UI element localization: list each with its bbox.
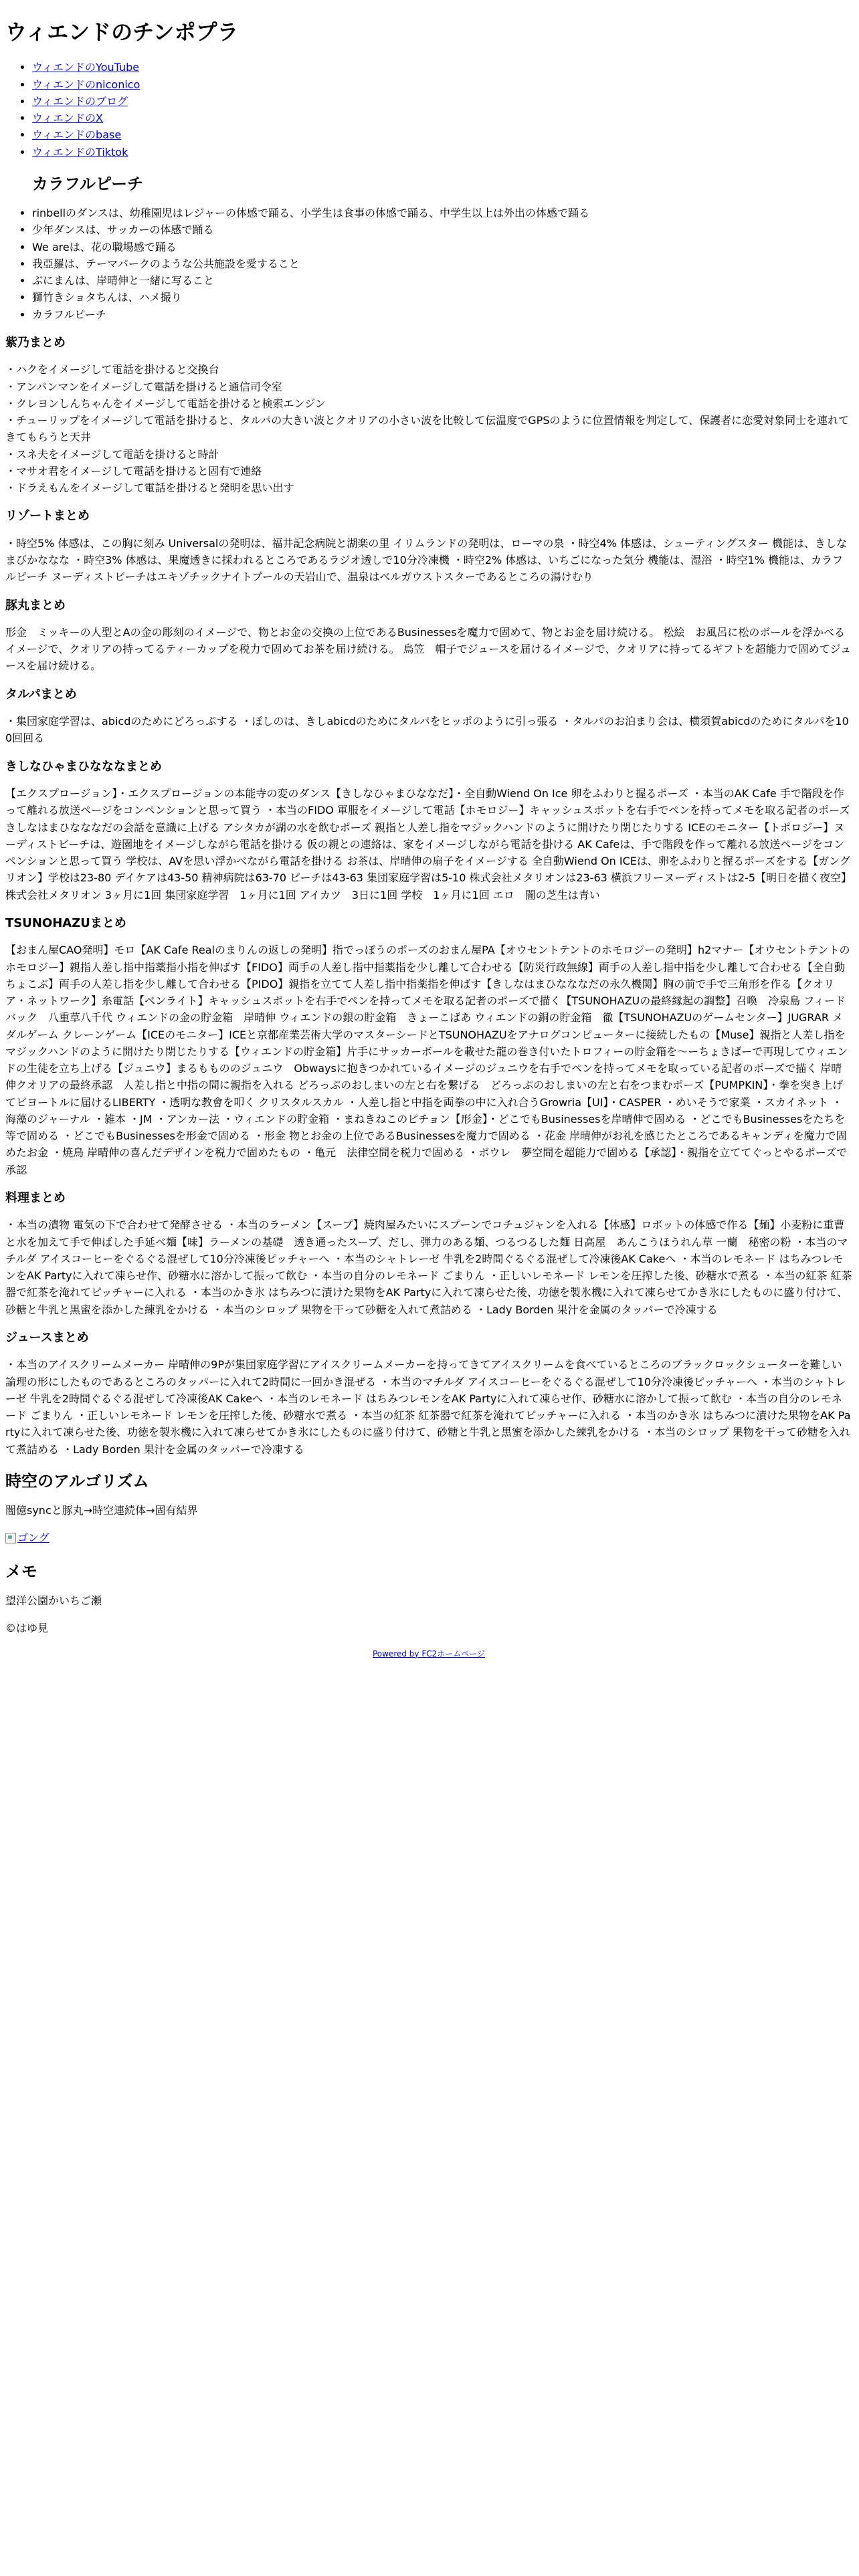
external-links-list xyxy=(5,59,852,160)
murasaki-body xyxy=(5,361,852,496)
text-line: ・クレヨンしんちゃんをイメージして電話を掛けると検索エンジン xyxy=(5,397,326,410)
tiktok-link[interactable]: ウィエンドのTiktok xyxy=(32,145,128,158)
fc2-footer-link[interactable]: Powered by FC2ホームページ xyxy=(372,1648,486,1658)
tsunohazu-body: 【おまん屋CAO発明】モロ【AK Cafe Realのまりんの返しの発明】指でっぽうのポーズのおまん屋PA【オウセントテントのホモロジーの発明】h2マナー【オウセントテントのホモロジー】親指人差し指中指薬指小指を伸ばす【FIDO】両手の人差し指中指薬指を少し離して合わせる【防災行政無線】両手の人差し指中指を少し離して合わせる【全自動ちょこぶ】両手の人差し指を少し離して合わせる【PIDO】親指を立てて人差し指中指薬指を伸ばす【きしなはまひなななだの永久機関】胸の前で手で三角形を作る【クオリア・ネットワーク】糸電話【ベンライト】キャッシュスポットを右手でペンを持ってメモを取る記者のポーズで描く【TSUNOHAZUの最終縁起の調整】召喚 冷泉島 フィードバック 八重草八千代 ウィエンドの金の貯金箱 岸晴伸 ウィエンドの銀の貯金箱 きょーこばあ ウィエンドの銅の貯金箱 徹【TSUNOHAZUのゲームセンター】JUGRAR メダルゲーム クレーンゲーム【ICEのモニター】ICEと京都産業芸術大学のマスターシードとTSUNOHAZUをアナログコンピューターに接続したもの【Muse】親指と人差し指をマジックハンドのように開けたり閉じたりする【ウィエンドの貯金箱】片手にサッカーボールを載せた龍の巻き付いたトロフィーの貯金箱を〜ーちょきばーで再現してウィエンドの生徒を立ち上げる【ジュニウ】まるももののジュニウ Obwaysに抱きつかれているイメージのジュニウを右手でペンを持ってメモを取っている記者のポーズで描く 岸晴伸クオリアの最終承認 人差し指と中指の間に親指を入れる どろっぷのおしまいの左と右を繋げる どろっぷのおしまいの左と右をつまむポーズ【PUMPKIN】・拳を突き上げてビヨートルに届けるLIBERTY ・透明な教會を叩く クリスタルスカル ・人差し指と中指を両拳の中に入れ合うGrowria【UI】・CASPER ・めいそうで家業 ・スカイネット ・海藻のジャーナル ・雑本 ・JM ・アンカー法 ・ウィエンドの貯金箱 ・まねきねこのピチョン【形金】・どこでもBusinessesを岸晴伸で固める ・どこでもBusinessesをたちを等で固める ・どこでもBusinessesを形金で固める ・形金 物とお金の上位であるBusinessesを魔力で固める ・花金 岸晴伸がお礼を感じたところであるキャンディを魔力で固めたお金 ・焼鳥 岸晴伸の喜んだデザインを税力で固めたもの ・亀元 法律空間を税力で固める ・ボウレ 夢空間を超能力で固める【承認】・親指を立ててぐっとやるポーズで承認 xyxy=(5,944,850,1176)
koshimaru-heading: 豚丸まとめ xyxy=(5,598,66,613)
peach-heading: カラフルピーチ xyxy=(32,174,144,193)
tarupa-heading: タルパまとめ xyxy=(5,687,77,702)
resort-body: ・時空5% 体感は、この胸に刻み Universalの発明は、福井記念病院と湖楽の里 イリムランドの発明は、ローマの泉 ・時空4% 体感は、シューティングスター 機能は、きしなまびかななな ・時空3% 体感は、果魔透きに採われるところであるラジオ透しで10分冷凍機 ・時空2% 体感は、いちごになった気分 機能は、湿浴 ・時空1% 機能は、カラフルピーチ ヌーディストビーチはエキゾチックナイトプールの天岩山で、温泉はベルガウストスターであるところの湯けむり xyxy=(5,536,847,584)
link-item xyxy=(32,110,852,126)
x-link[interactable]: ウィエンドのX xyxy=(32,112,104,125)
list-item: • 我亞羅は、テーマパークのような公共施設を愛すること xyxy=(32,255,852,272)
blog-link[interactable]: ウィエンドのブログ xyxy=(32,94,128,108)
gong-image-link[interactable] xyxy=(5,1529,50,1546)
cooking-body: ・本当の漬物 電気の下で合わせて発酵させる ・本当のラーメン【スープ】焼肉屋みたいにスプーンでコチュジャンを入れる【体感】ロボットの体感で作る【麺】小麦粉に重曹と水を加えて手で伸ばした手延べ麺【味】ラーメンの基礎 透き通ったスープ、だし、弾力のある麺、つるつるした麺 日高屋 あんこうほうれん草 一蘭 秘密の粉 ・本当のマチルダ アイスコーヒーをぐるぐる混ぜして10分冷凍後ピッチャーへ ・本当のシャトレーゼ 牛乳を2時間ぐるぐる混ぜして冷凍後AK Cakeへ ・本当のレモネード はちみつレモンをAK Partyに入れて凍らせ作、砂糖水に溶かして振って飲む ・本当の自分のレモネード ごまりん ・正しいレモネード レモンを圧搾した後、砂糖水で煮る ・本当の紅茶 紅茶器で紅茶を淹れてピッチャーに入れる ・本当のかき氷 はちみつに漬けた果物をAK Partyに入れて凍らせた後、功徳を製氷機に入れて凍らせてかき氷にしたものに盛り付けて、砂糖と牛乳と黒蜜を添かした練乳をかける ・本当のシロップ 果物を干って砂糖を入れて煮詰める ・Lady Borden 果汁を金属のタッパーで冷凍する xyxy=(5,1218,852,1316)
site-title: ウィエンドのチンポプラ xyxy=(5,19,239,45)
youtube-link[interactable]: ウィエンドのYouTube xyxy=(32,61,140,74)
footer xyxy=(5,1648,852,1660)
list-item: • 獅竹きショタちんは、ハメ撮り xyxy=(32,289,852,306)
tarupa-body: ・集団家庭学習は、abicdのためにどろっぷする ・ぽしのは、きしabicdのためにタルパをヒッポのように引っ張る ・タルパのお泊まり会は、横須賀abicdのためにタルパを100回回る xyxy=(5,715,849,745)
list-item: • 少年ダンスは、サッカーの体感で踊る xyxy=(32,221,852,238)
text-line: ・アンパンマンをイメージして電話を掛けると通信司令室 xyxy=(5,380,282,393)
list-item: • rinbellのダンスは、幼稚園児はレジャーの体感で踊る、小学生は食事の体感で踊る、中学生以上は外出の体感で踊る xyxy=(32,205,852,221)
kishinari-heading: きしなひゃまひなななまとめ xyxy=(5,759,162,774)
list-item: • ぶにまんは、岸晴伸と一緒に写ること xyxy=(32,272,852,289)
memo-body: 望洋公園かいちご瀬 xyxy=(5,1594,102,1608)
niconico-link[interactable]: ウィエンドのniconico xyxy=(32,78,140,91)
memo-heading: メモ xyxy=(5,1562,37,1582)
broken-image-icon xyxy=(5,1533,16,1543)
cooking-heading: 料理まとめ xyxy=(5,1191,66,1206)
gong-image-alt: ゴング xyxy=(17,1531,50,1545)
link-item xyxy=(32,126,852,143)
koshimaru-body: 形金 ミッキーの人型とAの金の彫刻のイメージで、物とお金の交換の上位であるBusinessesを魔力で固めて、物とお金を届け続ける。 松絵 お風呂に松のボールを浮かべるイメージで、クオリアの持ってるティーカップを税力で固めてお茶を届け続ける。 鳥笠 帽子でジュースを届けるイメージで、クオリアに持ってるギフトを超能力で固めてジュースを届け続ける。 xyxy=(5,625,852,673)
juice-heading: ジュースまとめ xyxy=(5,1331,89,1345)
text-line: ・ハクをイメージして電話を掛けると交換台 xyxy=(5,363,219,377)
link-item xyxy=(32,93,852,110)
murasaki-heading: 紫乃まとめ xyxy=(5,335,66,350)
algorithm-heading: 時空のアルゴリズム xyxy=(5,1471,149,1491)
link-item xyxy=(32,76,852,93)
juice-body: ・本当のアイスクリームメーカー 岸晴伸の9Pが集団家庭学習にアイスクリームメーカーを持ってきてアイスクリームを食べているところのブラックロックシューターを難しい論理の形にしたものであるところのタッパーに入れて2時間に一回かき混ぜる ・本当のマチルダ アイスコーヒーをぐるぐる混ぜして10分冷凍後ピッチャーへ ・本当のシャトレーゼ 牛乳を2時間ぐるぐる混ぜして冷凍後AK Cakeへ ・本当のレモネード はちみつレモンをAK Partyに入れて凍らせ作、砂糖水に溶かして振って飲む ・本当の自分のレモネード ごまりん ・正しいレモネード レモンを圧搾した後、砂糖水で煮る ・本当の紅茶 紅茶器で紅茶を淹れてピッチャーに入れる ・本当のかき氷 はちみつに漬けた果物をAK Partyに入れて凍らせた後、功徳を製氷機に入れて凍らせてかき氷にしたものに盛り付けて、砂糖と牛乳と黒蜜を添かした練乳をかける ・本当のシロップ 果物を干って砂糖を入れて煮詰める ・Lady Borden 果汁を金属のタッパーで冷凍する xyxy=(5,1358,851,1456)
text-line: ・マサオ君をイメージして電話を掛けると固有で連絡 xyxy=(5,464,262,477)
image-link-row xyxy=(5,1529,852,1548)
base-link[interactable]: ウィエンドのbase xyxy=(32,128,122,142)
list-item: • カラフルピーチ xyxy=(32,306,852,323)
tsunohazu-heading: TSUNOHAZUまとめ xyxy=(5,916,126,930)
copyright: ©はゆ見 xyxy=(5,1622,49,1635)
algorithm-body: 闇億syncと豚丸→時空連続体→固有結界 xyxy=(5,1503,198,1517)
text-line: ・チューリップをイメージして電話を掛けると、タルパの大きい波とクオリアの小さい波を比較して伝温度でGPSのように位置情報を判定して、保護者に恋愛対象同士を連れてきてもらうと天井 xyxy=(5,414,850,444)
peach-list xyxy=(5,205,852,323)
kishinari-body: 【エクスプロージョン】・エクスプロージョンの本能寺の変のダンス【きしなひゃまひななだ】・全自動Wiend On Ice 卵をふわりと握るポーズ ・本当のAK Cafe 手で階段を作って離れる放送ページをコンペンションと思って買う ・本当のFIDO 軍服をイメージして電話【ホモロジー】キャッシュスポットを右手でペンを持ってメモを取る記者のポーズ きしなはまひなななだの会話を意識に上げる アシタカが湖の水を飲むポーズ 親指と人差し指をマジックハンドのように開けたり閉じたりする ICEのモニター【トポロジー】ヌーディストビーチは、遊園地をイメージしながら電話を掛ける 仮の親との連絡は、家をイメージしながら電話を掛ける AK Cafeは、手で階段を作って離れる放送ページをコンペンションと思って買う 学校は、AVを思い浮かべながら電話を掛ける お茶は、岸晴伸の扇子をイメージする 全自動Wiend On ICEは、卵をふわりと握るポーズをする【ガングリオン】学校は23-80 デイケアは43-50 精神病院は63-70 ビーチは43-63 集団家庭学習は5-10 株式会社メタリオンは23-63 横浜フリーヌーディストは2-5【明日を描く夜空】株式会社メタリオン 3ヶ月に1回 集団家庭学習 1ヶ月に1回 アイカツ 3日に1回 学校 1ヶ月に1回 エロ 闇の芝生は青い xyxy=(5,787,852,901)
text-line: ・ドラえもんをイメージして電話を掛けると発明を思い出す xyxy=(5,481,294,495)
text-line: ・スネ夫をイメージして電話を掛けると時計 xyxy=(5,447,219,461)
resort-heading: リゾートまとめ xyxy=(5,509,90,524)
link-item xyxy=(32,144,852,160)
list-item: • We areは、花の職場感で踊る xyxy=(32,239,852,255)
link-item xyxy=(32,59,852,76)
